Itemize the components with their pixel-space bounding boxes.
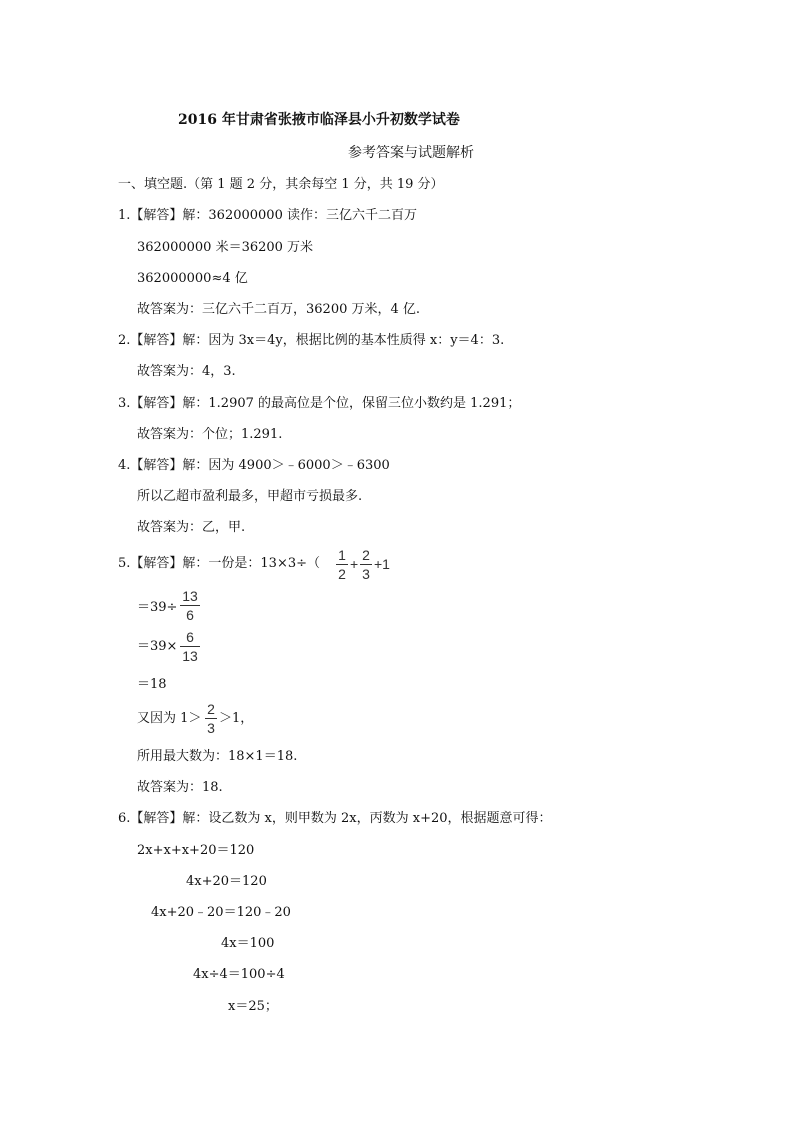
q4-line-1: 4.【解答】解：因为 4900＞﹣6000＞﹣6300 — [118, 458, 390, 473]
q5-line-5-suffix: ＞1， — [219, 711, 254, 726]
fraction-bar — [180, 646, 200, 647]
q5-line-3: ＝39× — [137, 639, 178, 654]
q6-equation-6: x＝25； — [228, 999, 278, 1014]
page-title: 2016 年甘肃省张掖市临泽县小升初数学试卷 — [178, 112, 460, 128]
fraction-numerator: 6 — [186, 629, 194, 645]
q6-equation-4: 4x＝100 — [221, 936, 275, 951]
q6-equation-5: 4x÷4＝100÷4 — [193, 967, 285, 982]
q5-fraction-6-13 — [180, 629, 200, 664]
fraction-numerator: 2 — [362, 547, 370, 563]
fraction-numerator: 1 — [338, 547, 346, 563]
fraction-bar — [360, 564, 372, 565]
fraction-bar — [180, 605, 200, 606]
fraction-denominator: 6 — [186, 607, 194, 623]
q5-tail: +1 — [374, 556, 390, 572]
fraction-denominator: 2 — [338, 566, 346, 582]
fraction-bar — [336, 564, 348, 565]
q5-line-4: ＝18 — [137, 677, 167, 692]
section-heading: 一、填空题.（第 1 题 2 分，其余每空 1 分，共 19 分） — [118, 177, 444, 192]
q1-line-3: 362000000≈4 亿 — [137, 271, 248, 286]
q2-line-1: 2.【解答】解：因为 3x＝4y，根据比例的基本性质得 x：y＝4：3. — [118, 333, 505, 348]
fraction-numerator: 13 — [182, 588, 198, 604]
q1-line-2: 362000000 米＝36200 万米 — [137, 240, 314, 255]
fraction-denominator: 3 — [207, 720, 215, 736]
q5-fraction-two-thirds — [360, 547, 372, 582]
q5-fraction-2-3 — [205, 701, 217, 736]
q6-equation-1: 2x+x+x+20＝120 — [137, 843, 255, 858]
q6-line-1: 6.【解答】解：设乙数为 x，则甲数为 2x，丙数为 x+20，根据题意可得： — [118, 811, 552, 826]
q5-operator: + — [350, 556, 359, 572]
q5-line-1: 5.【解答】解：一份是：13×3÷（ — [118, 556, 321, 571]
q5-line-7: 故答案为：18. — [137, 780, 223, 795]
fraction-denominator: 13 — [182, 648, 198, 664]
q2-line-2: 故答案为：4，3. — [137, 364, 236, 379]
q4-line-2: 所以乙超市盈利最多，甲超市亏损最多. — [137, 489, 363, 504]
fraction-bar — [205, 718, 217, 719]
fraction-numerator: 2 — [207, 701, 215, 717]
q6-equation-2: 4x+20＝120 — [186, 874, 267, 889]
q1-line-1: 1.【解答】解：362000000 读作：三亿六千二百万 — [118, 208, 417, 223]
q5-fraction-13-6 — [180, 588, 200, 623]
fraction-denominator: 3 — [362, 566, 370, 582]
q5-line-2: ＝39÷ — [137, 600, 178, 615]
q5-fraction-half — [336, 547, 348, 582]
q6-equation-3: 4x+20﹣20＝120﹣20 — [151, 905, 291, 920]
q5-line-5-prefix: 又因为 1＞ — [137, 711, 202, 726]
q1-line-4: 故答案为：三亿六千二百万，36200 万米，4 亿. — [137, 302, 421, 317]
q5-line-6: 所用最大数为：18×1＝18. — [137, 749, 298, 764]
q3-line-1: 3.【解答】解：1.2907 的最高位是个位，保留三位小数约是 1.291； — [118, 396, 521, 411]
page-subtitle: 参考答案与试题解析 — [348, 145, 474, 161]
q4-line-3: 故答案为：乙，甲. — [137, 520, 246, 535]
q3-line-2: 故答案为：个位；1.291. — [137, 427, 283, 442]
